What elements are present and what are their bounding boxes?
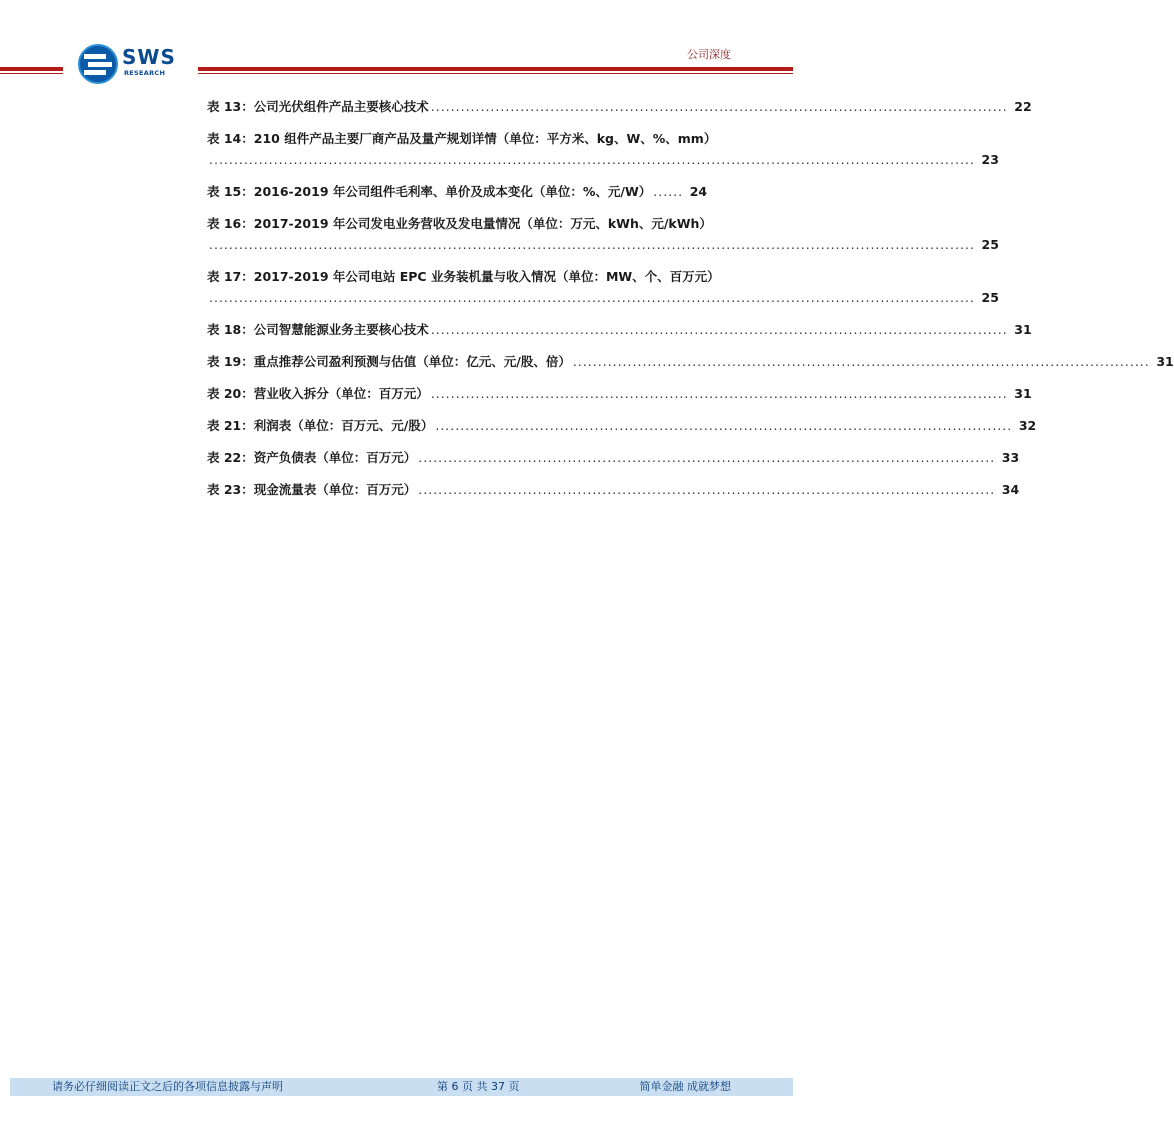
toc-entry[interactable] [207, 383, 1032, 404]
brand-name: SWS [122, 45, 176, 69]
toc-entry-page: 32 [1018, 418, 1037, 433]
toc-entry-title: 表 19：重点推荐公司盈利预测与估值（单位：亿元、元/股、倍） [207, 354, 571, 369]
brand-subtitle: RESEARCH [124, 69, 166, 77]
toc-entry-title: 表 20：营业收入拆分（单位：百万元） [207, 386, 429, 401]
page-footer [10, 1078, 793, 1096]
toc-entry[interactable] [207, 319, 1032, 340]
toc-entry-title: 表 16：2017-2019 年公司发电业务营收及发电量情况（单位：万元、kWh、元/kWh） [207, 216, 712, 231]
toc-entry[interactable] [207, 447, 1020, 468]
toc-entry-page: 22 [1014, 99, 1032, 114]
footer-disclaimer: 请务必仔细阅读正文之后的各项信息披露与声明 [52, 1080, 283, 1093]
header-rule-left [0, 64, 63, 75]
toc-entry-title: 表 21：利润表（单位：百万元、元/股） [207, 418, 434, 433]
toc-leader-dots: ...... [653, 184, 684, 199]
toc-leader-dots: .................................................................................................................... [430, 99, 1008, 114]
toc-leader-dots: .................................................................................................................... [418, 482, 996, 497]
toc-leader-dots: .................................................................................................................... [572, 354, 1150, 369]
toc-entry-page: 34 [1001, 482, 1020, 497]
toc-leader-dots: .......................................................................................................................................................... [209, 290, 975, 305]
toc-entry-page: 24 [689, 184, 708, 199]
page-header [0, 0, 793, 90]
toc-leader-dots: .................................................................................................................... [430, 322, 1008, 337]
toc-entry-title: 表 14：210 组件产品主要厂商产品及量产规划详情（单位：平方米、kg、W、%、mm） [207, 131, 717, 146]
sws-logo-icon [78, 44, 118, 84]
toc-entry-page: 31 [1014, 322, 1032, 337]
toc-entry-title: 表 13：公司光伏组件产品主要核心技术 [207, 99, 429, 114]
toc-entry[interactable] [207, 96, 1032, 117]
toc-entry-page: 25 [981, 290, 999, 305]
footer-slogan: 简单金融 成就梦想 [639, 1080, 731, 1093]
footer-page-number: 第 6 页 共 37 页 [437, 1080, 520, 1093]
toc-entry[interactable] [207, 213, 999, 255]
toc-leader-dots: .................................................................................................................... [418, 450, 996, 465]
toc-entry[interactable] [207, 266, 999, 308]
toc-entry-page: 25 [981, 237, 999, 252]
toc-entry-page: 33 [1001, 450, 1020, 465]
toc-leader-dots: .................................................................................................................... [435, 418, 1013, 433]
toc-leader-dots: .......................................................................................................................................................... [209, 152, 975, 167]
toc-entry-title: 表 23：现金流量表（单位：百万元） [207, 482, 417, 497]
toc-entry-title: 表 15：2016-2019 年公司组件毛利率、单价及成本变化（单位：%、元/W） [207, 184, 652, 199]
sws-logo [78, 44, 188, 84]
toc-entry[interactable] [207, 181, 737, 202]
toc-entry-page: 31 [1156, 354, 1174, 369]
report-category: 公司深度 [687, 48, 731, 61]
toc-leader-dots: .................................................................................................................... [430, 386, 1008, 401]
toc-entry-title: 表 17：2017-2019 年公司电站 EPC 业务装机量与收入情况（单位：MW、个、百万元） [207, 269, 720, 284]
toc-entry[interactable] [207, 415, 1037, 436]
toc-entry-title: 表 18：公司智慧能源业务主要核心技术 [207, 322, 429, 337]
toc-entry[interactable] [207, 479, 1020, 500]
toc-entry[interactable] [207, 128, 999, 170]
toc-entry-page: 23 [981, 152, 999, 167]
toc-entry-title: 表 22：资产负债表（单位：百万元） [207, 450, 417, 465]
toc-entry[interactable] [207, 351, 1174, 372]
table-of-contents [207, 96, 1174, 511]
toc-entry-page: 31 [1014, 386, 1032, 401]
header-rule-right [198, 64, 793, 75]
toc-leader-dots: .......................................................................................................................................................... [209, 237, 975, 252]
